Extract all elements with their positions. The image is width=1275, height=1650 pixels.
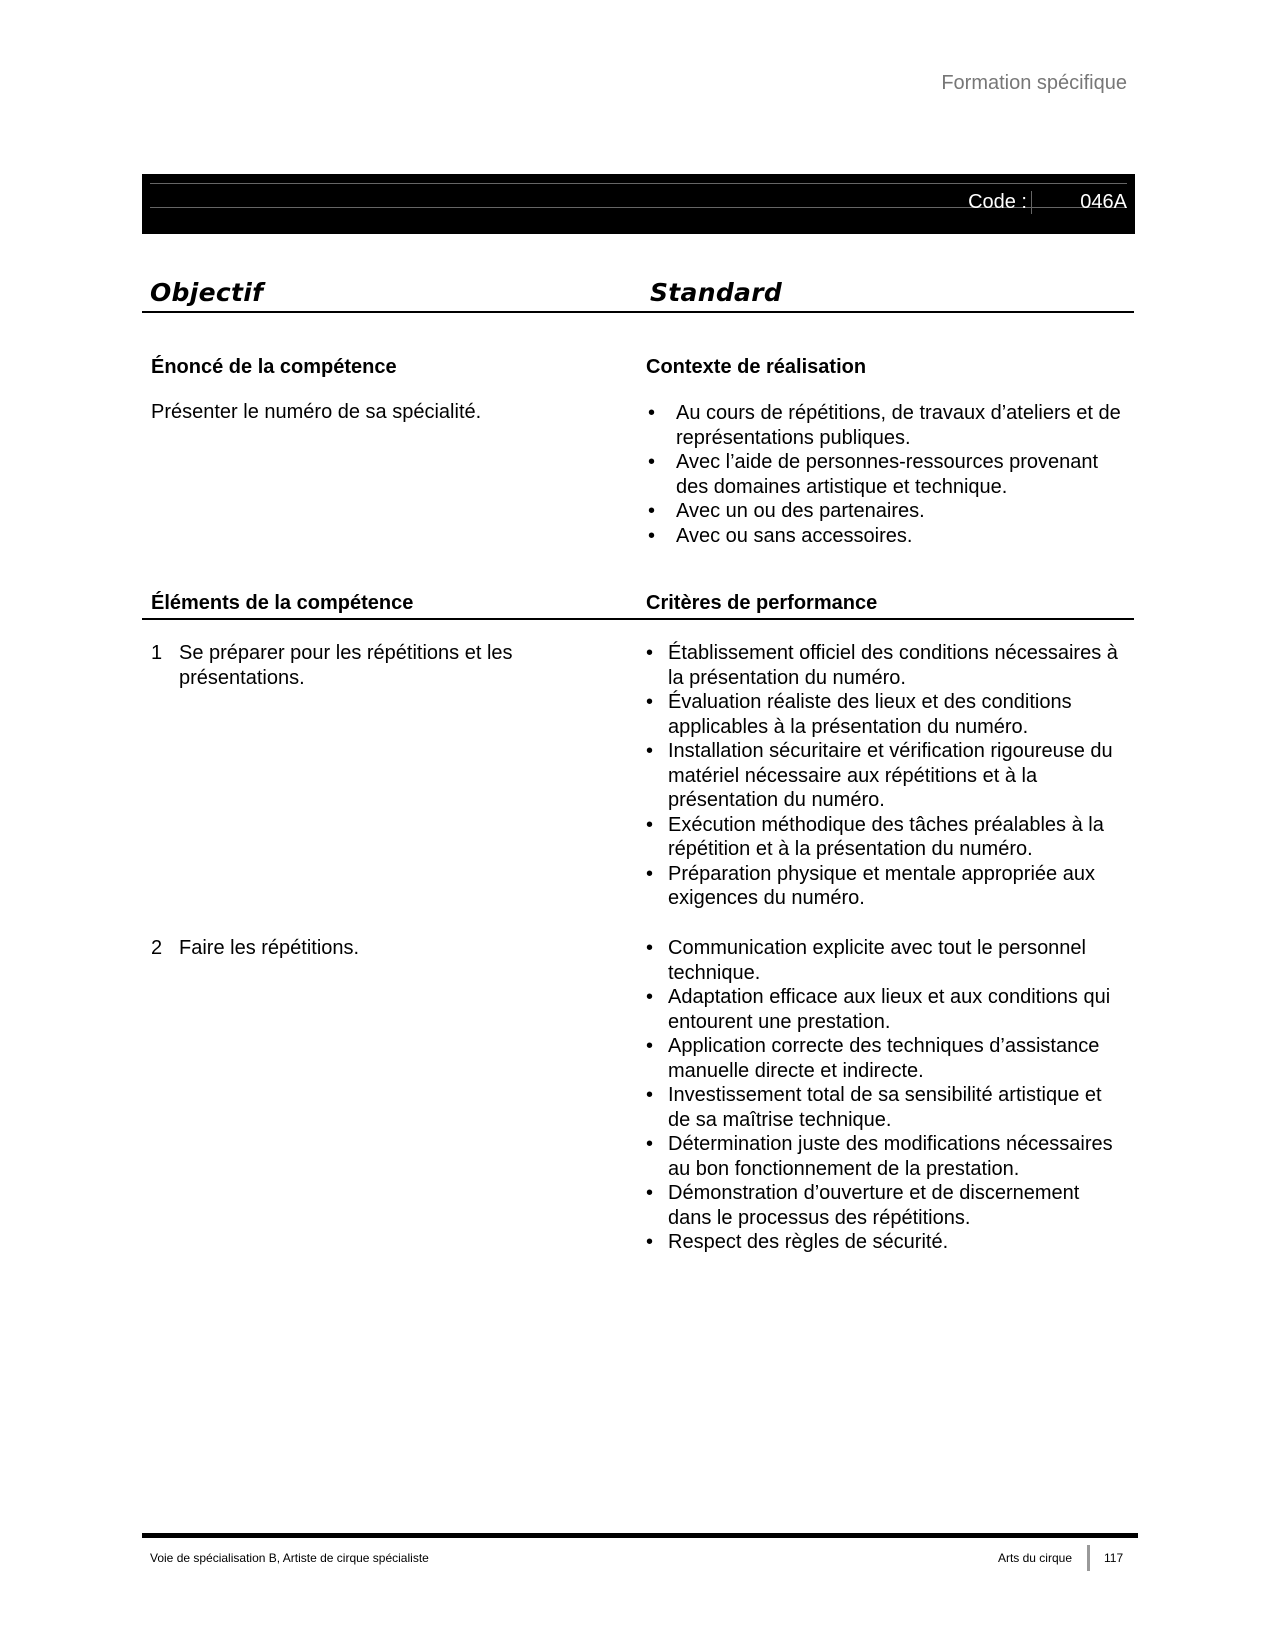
element-number: 2 bbox=[151, 937, 163, 959]
footer-rule bbox=[142, 1533, 1138, 1538]
standard-heading: Standard bbox=[650, 278, 783, 307]
list-item: • Détermination juste des modifications nécessaires au bon fonctionnement de la prestation. bbox=[646, 1132, 1126, 1181]
list-item: • Avec un ou des partenaires. bbox=[646, 499, 1126, 524]
list-item: • Respect des règles de sécurité. bbox=[646, 1230, 1126, 1255]
criteria-list-2 bbox=[646, 936, 1126, 1255]
code-banner bbox=[142, 174, 1135, 234]
list-item: • Avec l’aide de personnes-ressources provenant des domaines artistique et technique. bbox=[646, 450, 1126, 499]
contexte-list bbox=[646, 401, 1126, 548]
list-item: • Exécution méthodique des tâches préalables à la répétition et à la présentation du numéro. bbox=[646, 813, 1126, 862]
criteres-title: Critères de performance bbox=[646, 592, 878, 614]
list-item: • Avec ou sans accessoires. bbox=[646, 524, 1126, 549]
element-1 bbox=[151, 641, 571, 690]
enonce-text: Présenter le numéro de sa spécialité. bbox=[151, 401, 482, 423]
code-label: Code : bbox=[968, 191, 1032, 214]
list-item: • Application correcte des techniques d’assistance manuelle directe et indirecte. bbox=[646, 1034, 1126, 1083]
list-item: • Investissement total de sa sensibilité artistique et de sa maîtrise technique. bbox=[646, 1083, 1126, 1132]
running-header: Formation spécifique bbox=[941, 72, 1127, 94]
list-item: • Établissement officiel des conditions nécessaires à la présentation du numéro. bbox=[646, 641, 1126, 690]
element-2 bbox=[151, 936, 571, 961]
divider bbox=[1087, 1545, 1090, 1571]
list-item: • Démonstration d’ouverture et de discernement dans le processus des répétitions. bbox=[646, 1181, 1126, 1230]
footer-title: Voie de spécialisation B, Artiste de cirque spécialiste bbox=[150, 1551, 429, 1565]
element-text: Se préparer pour les répétitions et les présentations. bbox=[179, 642, 513, 689]
enonce-title: Énoncé de la compétence bbox=[151, 356, 397, 378]
code-value: 046A bbox=[1080, 191, 1127, 213]
footer-program: Arts du cirque bbox=[997, 1551, 1072, 1565]
list-item: • Préparation physique et mentale appropriée aux exigences du numéro. bbox=[646, 862, 1126, 911]
contexte-title: Contexte de réalisation bbox=[646, 356, 867, 378]
objectif-heading: Objectif bbox=[150, 278, 264, 307]
list-item: • Installation sécuritaire et vérification rigoureuse du matériel nécessaire aux répétitions et à la présentation du numéro. bbox=[646, 739, 1126, 813]
list-item: • Évaluation réaliste des lieux et des conditions applicables à la présentation du numéro. bbox=[646, 690, 1126, 739]
list-item: • Au cours de répétitions, de travaux d’ateliers et de représentations publiques. bbox=[646, 401, 1126, 450]
divider bbox=[142, 618, 1134, 620]
divider bbox=[142, 311, 1134, 313]
elements-title: Éléments de la compétence bbox=[151, 592, 414, 614]
list-item: • Communication explicite avec tout le personnel technique. bbox=[646, 936, 1126, 985]
criteria-list-1 bbox=[646, 641, 1126, 911]
element-text: Faire les répétitions. bbox=[179, 937, 360, 959]
page-number: 117 bbox=[1104, 1551, 1124, 1565]
divider bbox=[150, 183, 1127, 184]
element-number: 1 bbox=[151, 642, 163, 664]
list-item: • Adaptation efficace aux lieux et aux conditions qui entourent une prestation. bbox=[646, 985, 1126, 1034]
